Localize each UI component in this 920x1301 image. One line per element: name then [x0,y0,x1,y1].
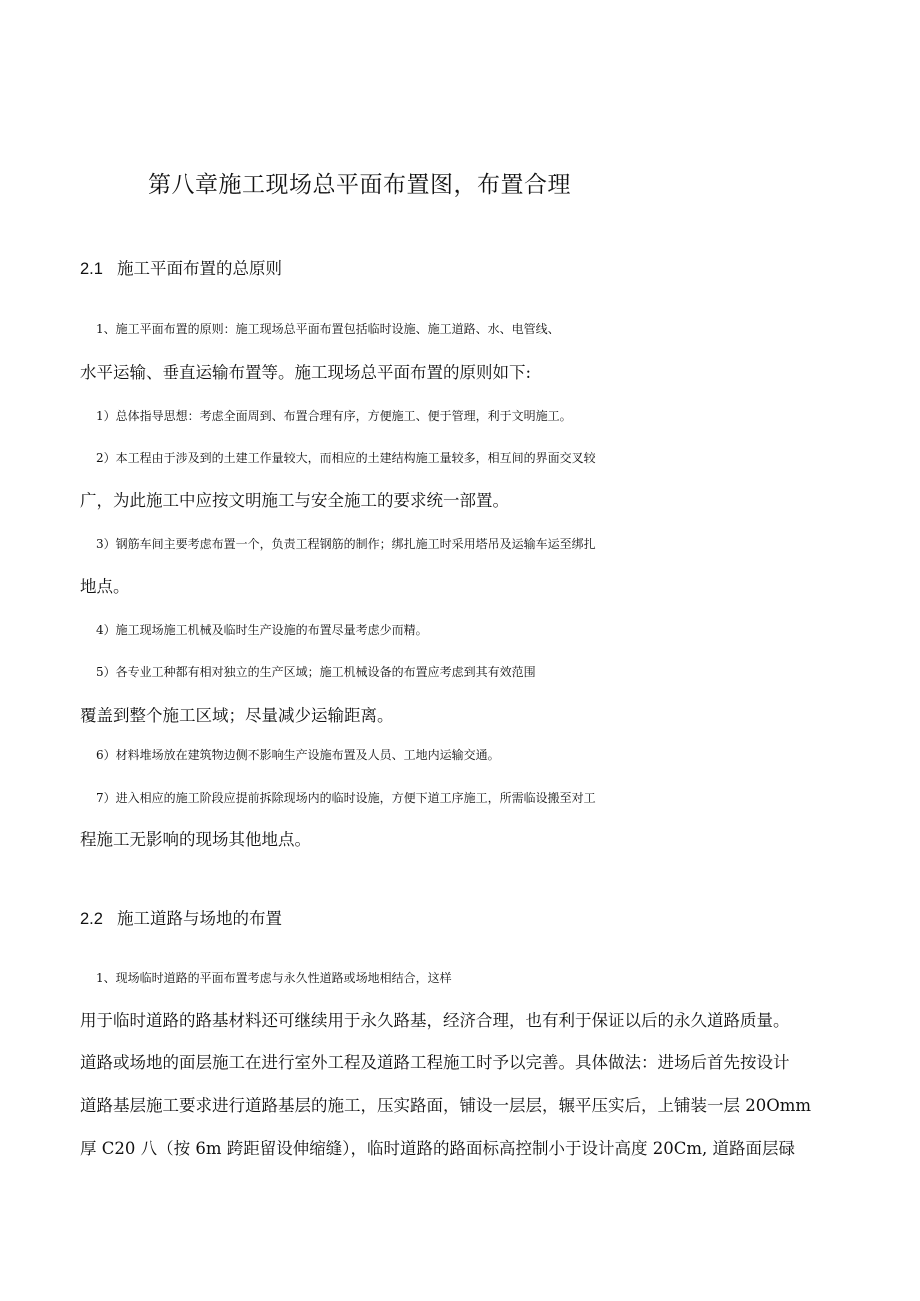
paragraph-line: 3）钢筋车间主要考虑布置一个，负责工程钢筋的制作；绑扎施工时采用塔吊及运输车运至绑扎 [96,537,596,551]
paragraph-line: 用于临时道路的路基材料还可继续用于永久路基，经济合理，也有利于保证以后的永久道路质量。 [80,1011,790,1030]
paragraph-line: 5）各专业工种都有相对独立的生产区域；施工机械设备的布置应考虑到其有效范围 [96,665,536,679]
paragraph-line: 1）总体指导思想：考虑全面周到、布置合理有序，方便施工、便于管理，利于文明施工。 [96,409,572,423]
paragraph-line: 1、现场临时道路的平面布置考虑与永久性道路或场地相结合，这样 [96,971,452,985]
chapter-title: 第八章施工现场总平面布置图，布置合理 [148,172,571,198]
paragraph-line: 覆盖到整个施工区域；尽量减少运输距离。 [80,706,394,725]
paragraph-line: 厚 C20 八（按 6m 跨距留设伸缩缝），临时道路的路面标高控制小于设计高度 20Cm, 道路面层碌 [80,1139,795,1158]
paragraph-line: 1、施工平面布置的原则：施工现场总平面布置包括临时设施、施工道路、水、电管线、 [96,322,560,336]
paragraph-line: 程施工无影响的现场其他地点。 [80,830,311,849]
paragraph-line: 地点。 [80,577,130,596]
paragraph-line: 广，为此施工中应按文明施工与安全施工的要求统一部置。 [80,491,509,510]
section-number: 2.2 [80,910,103,928]
paragraph-line: 道路基层施工要求进行道路基层的施工，压实路面，铺设一层层，辗平压实后，上铺装一层 20Omm [80,1096,812,1115]
section-heading-2-1 [80,258,282,280]
section-label: 施工道路与场地的布置 [116,909,282,928]
paragraph-line: 2）本工程由于涉及到的土建工作量较大，而相应的土建结构施工量较多，相互间的界面交叉较 [96,451,596,465]
paragraph-line: 6）材料堆场放在建筑物边侧不影响生产设施布置及人员、工地内运输交通。 [96,748,500,762]
paragraph-line: 道路或场地的面层施工在进行室外工程及道路工程施工时予以完善。具体做法：进场后首先按设计 [80,1053,790,1072]
paragraph-line: 4）施工现场施工机械及临时生产设施的布置尽量考虑少而精。 [96,623,428,637]
section-heading-2-2 [80,908,282,930]
paragraph-line: 7）进入相应的施工阶段应提前拆除现场内的临时设施，方便下道工序施工，所需临设搬至对工 [96,791,596,805]
section-label: 施工平面布置的总原则 [116,259,282,278]
paragraph-line: 水平运输、垂直运输布置等。施工现场总平面布置的原则如下: [80,363,532,382]
section-number: 2.1 [80,260,103,278]
